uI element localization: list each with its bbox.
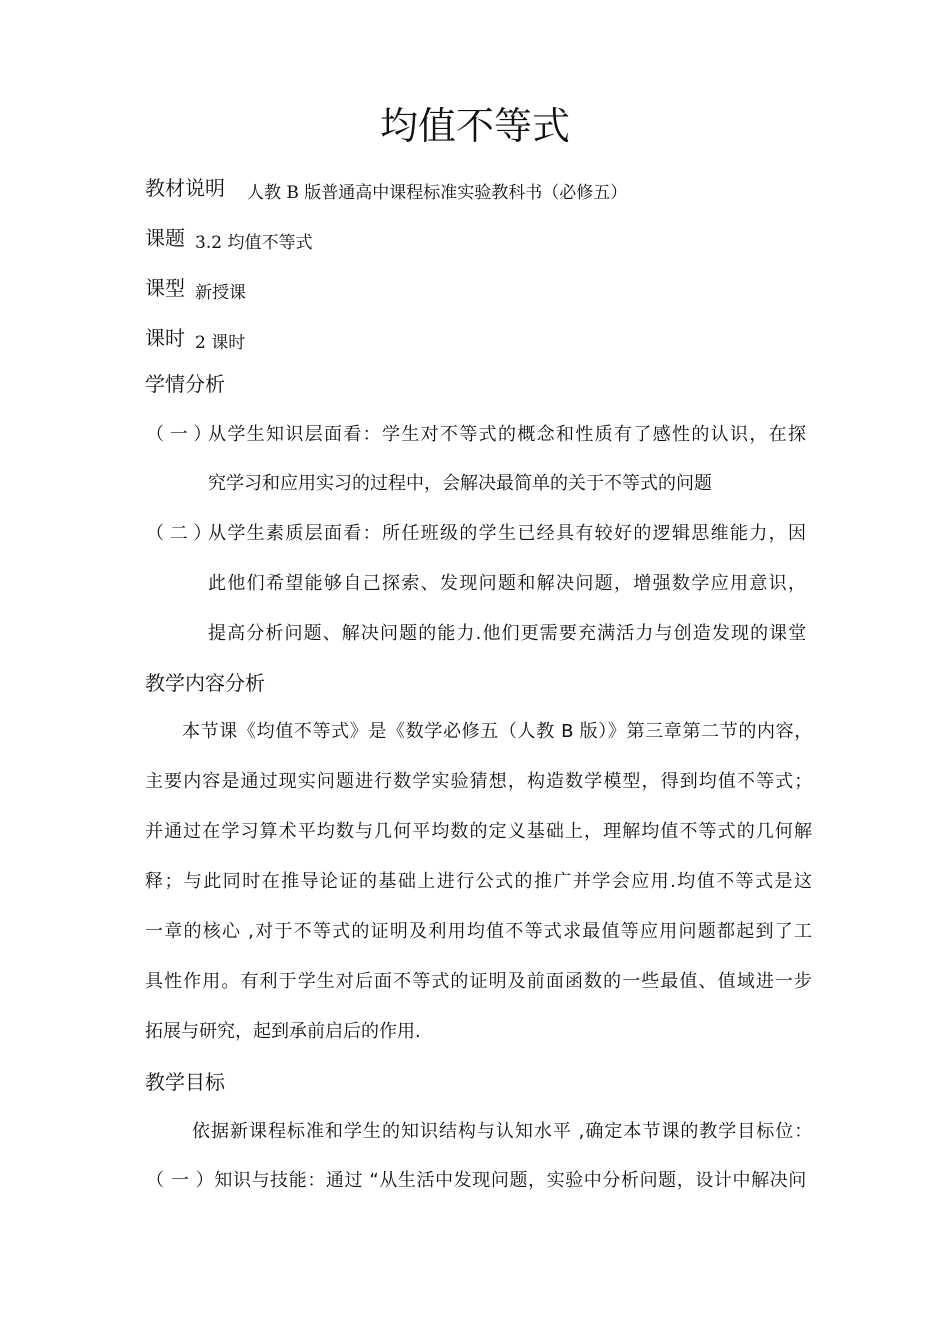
content-line-7: 拓展与研究，起到承前启后的作用.	[145, 1021, 421, 1042]
objectives-intro: 依据新课程标准和学生的知识结构与认知水平 ,确定本节课的教学目标位：	[192, 1121, 812, 1142]
meta-hours-value: 2 课时	[195, 333, 246, 353]
learner-item2-marker: （ 二 ）	[146, 523, 212, 544]
content-line-2: 主要内容是通过现实问题进行数学实验猜想，构造数学模型，得到均值不等式；	[145, 771, 812, 792]
objectives-heading: 教学目标	[145, 1070, 225, 1094]
meta-topic-label: 课题	[145, 226, 185, 250]
meta-hours	[145, 322, 245, 351]
learner-item2-line2: 此他们希望能够自己探索、发现问题和解决问题，增强数学应用意识，	[208, 573, 806, 594]
content-line-3: 并通过在学习算术平均数与几何平均数的定义基础上，理解均值不等式的几何解	[145, 821, 812, 842]
content-analysis-heading: 教学内容分析	[145, 671, 265, 695]
content-line-1: 本节课《均值不等式》是《数学必修五（人教 B 版）》第三章第二节的内容，	[182, 721, 812, 742]
meta-hours-label: 课时	[145, 326, 185, 350]
learner-item1-line1: 从学生知识层面看：学生对不等式的概念和性质有了感性的认识，在探	[208, 424, 806, 445]
meta-topic	[145, 222, 312, 251]
meta-textbook-label: 教材说明	[145, 176, 225, 200]
meta-topic-value: 3.2 均值不等式	[195, 233, 313, 253]
meta-type-value: 新授课	[195, 283, 246, 303]
content-line-6: 具性作用。有利于学生对后面不等式的证明及前面函数的一些最值、值域进一步	[145, 971, 812, 992]
learner-item2-line3: 提高分析问题、解决问题的能力.他们更需要充满活力与创造发现的课堂	[208, 623, 806, 644]
content-line-5: 一章的核心 ,对于不等式的证明及利用均值不等式求最值等应用问题都起到了工	[145, 921, 812, 942]
meta-type	[145, 272, 246, 301]
learner-item2-line1: 从学生素质层面看：所任班级的学生已经具有较好的逻辑思维能力，因	[208, 523, 806, 544]
meta-type-label: 课型	[145, 276, 185, 300]
learner-item1-marker: （ 一 ）	[146, 424, 212, 445]
document-title: 均值不等式	[379, 104, 570, 148]
meta-textbook	[145, 172, 627, 201]
meta-textbook-value: 人教 B 版普通高中课程标准实验教科书（必修五）	[247, 183, 628, 203]
content-line-4: 释；与此同时在推导论证的基础上进行公式的推广并学会应用.均值不等式是这	[145, 871, 812, 892]
learner-analysis-heading: 学情分析	[145, 372, 225, 396]
objectives-item1: （ 一 ）知识与技能：通过 “从生活中发现问题，实验中分析问题，设计中解决问	[146, 1170, 806, 1191]
learner-item1-line2: 究学习和应用实习的过程中，会解决最简单的关于不等式的问题	[208, 473, 712, 494]
